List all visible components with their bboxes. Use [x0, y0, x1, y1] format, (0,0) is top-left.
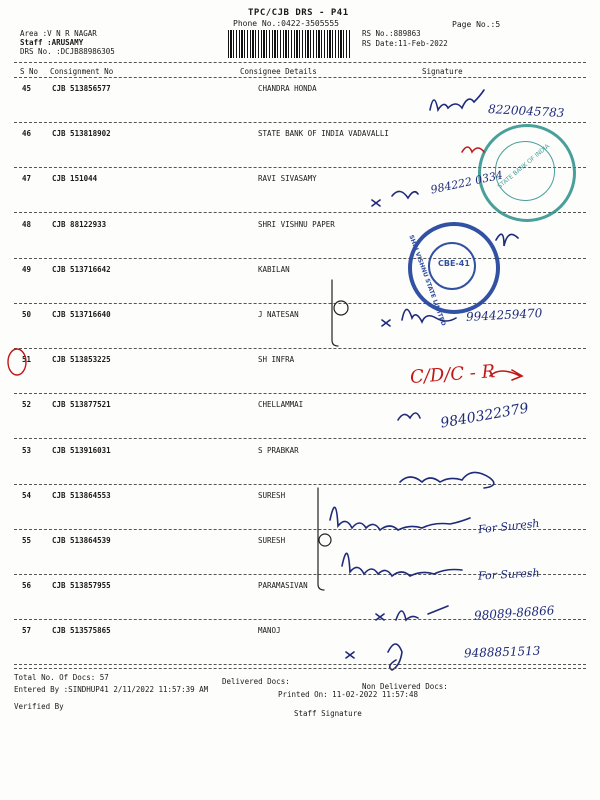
- row-consignment: CJB 513864539: [52, 536, 111, 545]
- col-header-consignee: Consignee Details: [240, 67, 317, 76]
- area-label: Area :V N R NAGAR: [20, 29, 97, 38]
- rs-number: RS No.:889863: [362, 29, 421, 38]
- handwritten-phone-47: 984222 0334: [429, 168, 505, 197]
- page-number: Page No.:5: [452, 20, 501, 29]
- row-consignment: CJB 513856577: [52, 84, 111, 93]
- verified-by: Verified By: [14, 702, 64, 711]
- signature-mark-47: [372, 191, 418, 206]
- col-header-sno: S No: [20, 67, 39, 76]
- printed-on: Printed On: 11-02-2022 11:57:48: [278, 690, 418, 699]
- handwritten-phone-52: 9840322379: [439, 400, 530, 432]
- col-header-signature: Signature: [422, 67, 463, 76]
- total-docs: Total No. Of Docs: 57: [14, 673, 109, 682]
- signature-mark-57: [346, 644, 402, 670]
- row-consignee: SURESH: [258, 491, 286, 500]
- row-consignment: CJB 513864553: [52, 491, 111, 500]
- row-sno: 55: [22, 536, 32, 545]
- signature-mark-46: [462, 147, 484, 152]
- row-consignee: MANOJ: [258, 626, 281, 635]
- handwritten-for-suresh-55: For Suresh: [477, 566, 540, 583]
- document-title: TPC/CJB DRS - P41: [248, 8, 349, 18]
- sbi-stamp-text: STATE BANK OF INDIA: [496, 142, 552, 191]
- row-sno: 47: [22, 174, 32, 183]
- circle-mark-55: [319, 534, 331, 546]
- handwritten-for-suresh-54: For Suresh: [477, 516, 541, 537]
- row-consignee: CHANDRA HONDA: [258, 84, 317, 93]
- handwritten-phone-57: 9488851513: [463, 643, 541, 661]
- vishnu-stamp-text: SHRI VISHNU STATE LIMITED: [407, 234, 447, 327]
- signature-mark-54: [330, 507, 470, 530]
- row-sno: 45: [22, 84, 32, 93]
- row-sno: 52: [22, 400, 32, 409]
- row-consignee: CHELLAMMAI: [258, 400, 304, 409]
- signature-mark-48: [496, 234, 518, 246]
- row-sno: 51: [22, 355, 32, 364]
- vishnu-stamp-inner: CBE-41: [438, 259, 470, 268]
- row-consignee: KABILAN: [258, 265, 290, 274]
- row-consignment: CJB 151044: [52, 174, 98, 183]
- row-sno: 57: [22, 626, 32, 635]
- handwritten-cdc: C/D/C - R: [409, 361, 496, 388]
- signature-mark-45: [430, 90, 484, 110]
- delivered-docs: Delivered Docs:: [222, 677, 290, 686]
- signature-mark-50: [382, 309, 456, 326]
- row-consignee: STATE BANK OF INDIA VADAVALLI: [258, 129, 389, 138]
- row-consignment: CJB 513716642: [52, 265, 111, 274]
- handwritten-phone-45: 8220045783: [487, 102, 565, 120]
- row-consignee: SURESH: [258, 536, 286, 545]
- circle-mark-49: [334, 301, 348, 315]
- row-consignee: RAVI SIVASAMY: [258, 174, 317, 183]
- rs-date: RS Date:11-Feb-2022: [362, 39, 448, 48]
- staff-signature: Staff Signature: [294, 709, 362, 718]
- row-consignment: CJB 513916031: [52, 446, 111, 455]
- row-consignment: CJB 513857955: [52, 581, 111, 590]
- row-sno: 53: [22, 446, 32, 455]
- row-sno: 46: [22, 129, 32, 138]
- row-sno: 54: [22, 491, 32, 500]
- row-consignment: CJB 513853225: [52, 355, 111, 364]
- footer-divider: [14, 668, 586, 669]
- row-consignment: CJB 88122933: [52, 220, 107, 229]
- row-consignee: SH INFRA: [258, 355, 295, 364]
- red-circle-51: [8, 349, 26, 375]
- row-sno: 48: [22, 220, 32, 229]
- non-delivered-docs: Non Delivered Docs:: [362, 682, 448, 691]
- row-consignment: CJB 513877521: [52, 400, 111, 409]
- signature-mark-56: [376, 606, 448, 620]
- row-consignee: J NATESAN: [258, 310, 299, 319]
- row-sno: 56: [22, 581, 32, 590]
- row-consignee: SHRI VISHNU PAPER: [258, 220, 335, 229]
- staff-label: Staff :ARUSAMY: [20, 38, 84, 47]
- handwritten-phone-50: 9944259470: [465, 306, 543, 324]
- col-header-consignment: Consignment No: [50, 67, 114, 76]
- drs-number: DRS No. :DCJB88986305: [20, 47, 115, 56]
- row-sno: 49: [22, 265, 32, 274]
- handwritten-phone-56: 98089-86866: [473, 603, 555, 623]
- row-consignment: CJB 513575865: [52, 626, 111, 635]
- entered-by: Entered By :SINDHUP41 2/11/2022 11:57:39 AM: [14, 685, 209, 694]
- row-consignee: S PRABKAR: [258, 446, 299, 455]
- bracket-49-50: [332, 280, 338, 346]
- signature-mark-55: [342, 553, 462, 576]
- row-consignment: CJB 513818902: [52, 129, 111, 138]
- signature-mark-53: [400, 472, 494, 488]
- row-consignment: CJB 513716640: [52, 310, 111, 319]
- row-sno: 50: [22, 310, 32, 319]
- signature-mark-51-tail: [490, 370, 522, 380]
- phone-number: Phone No.:0422-3505555: [233, 19, 339, 28]
- signature-mark-52: [398, 413, 420, 420]
- row-consignee: PARAMASIVAN: [258, 581, 308, 590]
